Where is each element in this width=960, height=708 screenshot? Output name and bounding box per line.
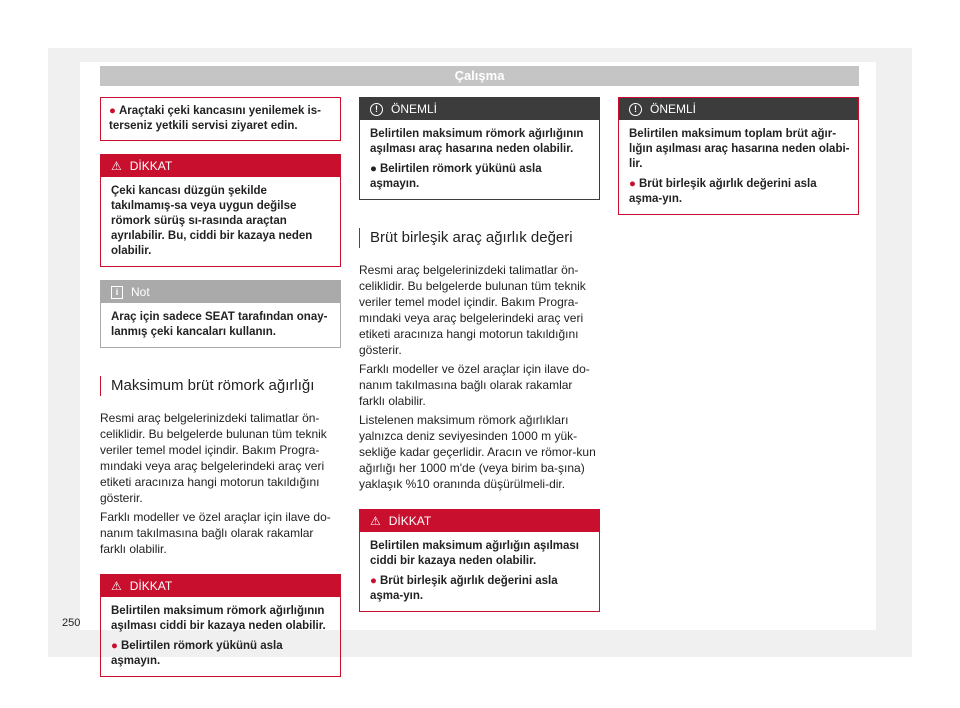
exclamation-circle-icon: !	[370, 103, 383, 116]
warning-box	[359, 509, 600, 612]
warning-header	[360, 510, 599, 532]
body-text	[359, 262, 600, 492]
bullet-dot-icon: ●	[370, 575, 377, 587]
column-2	[359, 97, 600, 612]
note-text: Araç için sadece SEAT tarafından onay-lanmış çeki kancaları kullanın.	[111, 311, 328, 338]
warning-text: Belirtilen maksimum römork ağırlığının aşılması ciddi bir kazaya neden olabilir.	[111, 605, 326, 632]
section-title: Maksimum brüt römork ağırlığı	[100, 376, 341, 396]
warning-header	[101, 155, 340, 177]
paragraph: Farklı modeller ve özel araçlar için ilave do-nanım takılmasına bağlı olarak rakamlar farklı olabilir.	[100, 510, 331, 556]
important-header	[360, 98, 599, 120]
body-text	[100, 410, 341, 557]
exclamation-circle-icon: !	[629, 103, 642, 116]
bullet-dot-icon: ●	[629, 178, 636, 190]
warning-box	[100, 154, 341, 267]
warning-box	[100, 574, 341, 677]
important-box	[618, 97, 859, 215]
chapter-header: Çalışma	[100, 66, 859, 86]
info-icon: i	[111, 286, 123, 299]
warning-title: DİKKAT	[129, 579, 173, 593]
important-header	[619, 98, 858, 120]
bullet-dot-icon: ●	[109, 105, 116, 117]
paragraph: Resmi araç belgelerinizdeki talimatlar ön-celiklidir. Bu belgelerde bulunan tüm teknik veriler temel model içindir. Bakım Progra-mındaki veya araç belgelerindeki araç veri etiketi aracınıza hangi motorun takıldığını gösterir.	[359, 263, 586, 357]
important-text: Belirtilen maksimum römork ağırlığının aşılması araç hasarına neden olabilir.	[370, 128, 584, 155]
important-bullet: Brüt birleşik ağırlık değerini asla aşma-yın.	[629, 178, 817, 205]
warning-bullet: Brüt birleşik ağırlık değerini asla aşma-yın.	[370, 575, 558, 602]
note-title: Not	[131, 285, 150, 299]
warning-triangle-icon: ⚠	[370, 514, 381, 528]
section-title: Brüt birleşik araç ağırlık değeri	[359, 228, 600, 248]
column-3	[618, 97, 859, 215]
warning-text: Çeki kancası düzgün şekilde takılmamış-sa veya uygun değilse römork sürüş sı-rasında araçtan ayrılabilir. Bu, ciddi bir kazaya neden olabilir.	[111, 185, 313, 257]
tip-text: Araçtaki çeki kancasını yenilemek is-terseniz yetkili servisi ziyaret edin.	[109, 105, 321, 132]
important-title: ÖNEMLİ	[650, 102, 697, 116]
bullet-dot-icon: ●	[111, 640, 118, 652]
important-box	[359, 97, 600, 200]
bullet-dot-icon: ●	[370, 163, 377, 175]
important-bullet: Belirtilen römork yükünü asla aşmayın.	[370, 163, 542, 190]
warning-triangle-icon: ⚠	[111, 159, 122, 173]
note-box	[100, 280, 341, 348]
tip-box	[100, 97, 341, 141]
paragraph: Farklı modeller ve özel araçlar için ilave do-nanım takılmasına bağlı olarak rakamlar farklı olabilir.	[359, 362, 590, 408]
warning-header	[101, 575, 340, 597]
column-1	[100, 97, 341, 677]
note-header	[101, 281, 340, 303]
important-text: Belirtilen maksimum toplam brüt ağır-lığın aşılması araç hasarına neden olabi-lir.	[629, 128, 850, 170]
page-number: 250	[62, 617, 81, 629]
important-title: ÖNEMLİ	[391, 102, 438, 116]
paragraph: Resmi araç belgelerinizdeki talimatlar ön-celiklidir. Bu belgelerde bulunan tüm teknik veriler temel model içindir. Bakım Progra-mındaki veya araç belgelerindeki araç veri etiketi aracınıza hangi motorun takıldığını gösterir.	[100, 411, 327, 505]
warning-title: DİKKAT	[129, 159, 173, 173]
paragraph: Listelenen maksimum römork ağırlıkları yalnızca deniz seviyesinden 1000 m yük-sekliğe kadar geçerlidir. Aracın ve römor-kun ağırlığı her 1000 m'de (veya birim ba-şına) yaklaşık %10 oranında düşürülmeli-dir.	[359, 413, 596, 491]
warning-title: DİKKAT	[388, 514, 432, 528]
warning-bullet: Belirtilen römork yükünü asla aşmayın.	[111, 640, 283, 667]
warning-text: Belirtilen maksimum ağırlığın aşılması ciddi bir kazaya neden olabilir.	[370, 540, 579, 567]
warning-triangle-icon: ⚠	[111, 579, 122, 593]
